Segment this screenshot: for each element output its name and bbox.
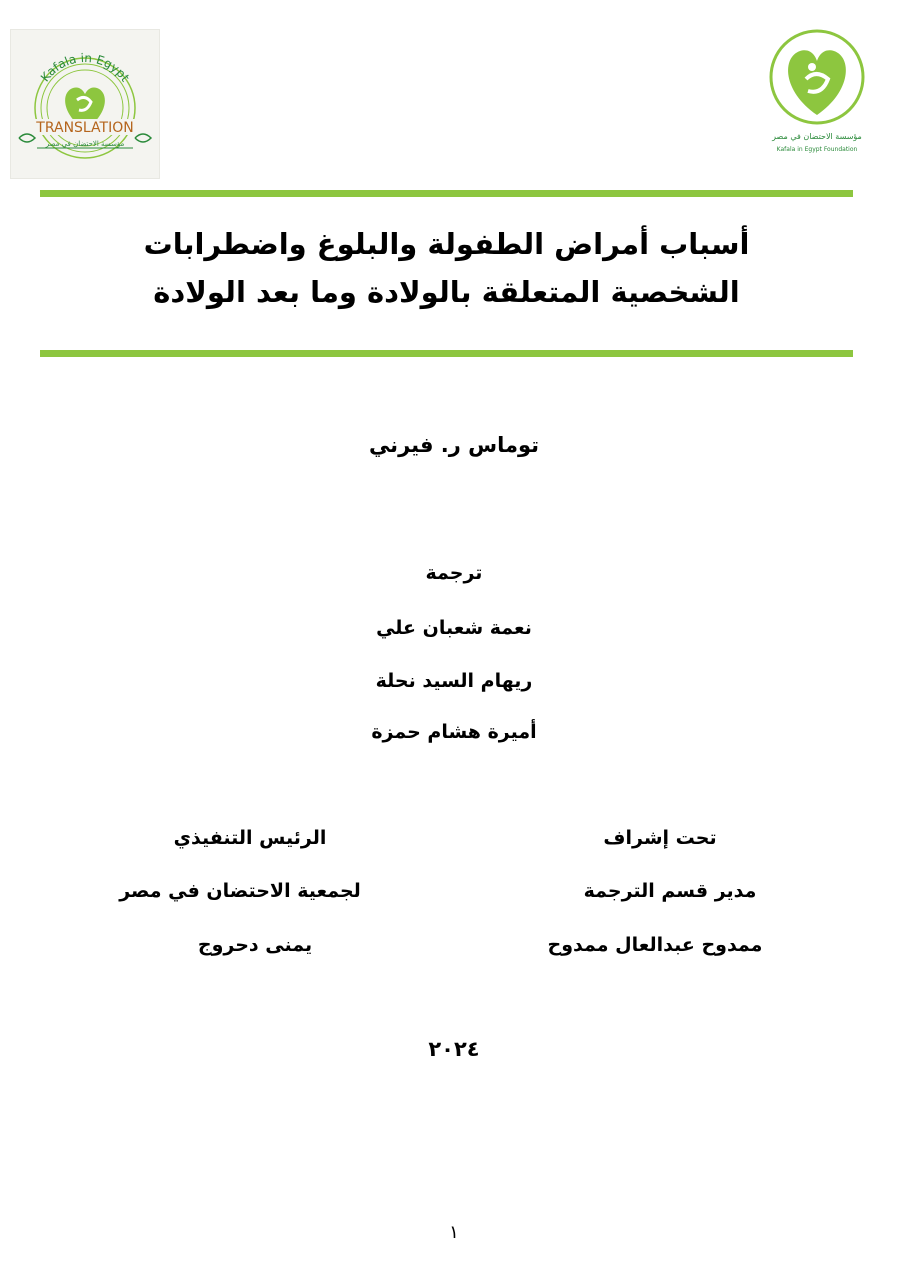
kafala-translation-logo-icon (11, 30, 159, 178)
supervisor-role: مدير قسم الترجمة (583, 880, 757, 902)
book-title (40, 220, 853, 316)
translator-2: ريهام السيد نحلة (375, 670, 533, 692)
translation-logo (10, 29, 160, 179)
foundation-logo (766, 29, 868, 159)
author-name: توماس ر. فيرني (368, 433, 540, 457)
title-line-1: أسباب أمراض الطفولة والبلوغ واضطرابات (143, 227, 750, 261)
executive-org: لجمعية الاحتضان في مصر (119, 880, 361, 902)
executive-name: يمنى دحروج (197, 934, 313, 956)
foundation-english-text: Kafala in Egypt Foundation (776, 146, 858, 153)
logo-arc-text: Kafala in Egypt (37, 50, 133, 85)
top-divider (40, 190, 853, 197)
translator-3: أميرة هشام حمزة (371, 721, 537, 743)
svg-text:Kafala in Egypt (38, 51, 133, 85)
supervision-label: تحت إشراف (603, 827, 717, 849)
translator-1: نعمة شعبان علي (376, 617, 532, 639)
bottom-divider (40, 350, 853, 357)
logo-banner-text: TRANSLATION (36, 120, 134, 136)
foundation-arabic-text: مؤسسة الاحتضان في مصر (772, 132, 862, 141)
logo-bottom-text: مؤسسة الاحتضان في مصر (45, 140, 125, 148)
title-line-2: الشخصية المتعلقة بالولادة وما بعد الولادة (153, 275, 740, 309)
supervisor-name: ممدوح عبدالعال ممدوح (547, 934, 763, 956)
translation-label: ترجمة (425, 562, 483, 584)
publication-year: ٢٠٢٤ (428, 1037, 480, 1061)
executive-label: الرئيس التنفيذي (173, 827, 327, 849)
page-number: ١ (449, 1222, 459, 1243)
kafala-heart-logo-icon (766, 29, 868, 159)
